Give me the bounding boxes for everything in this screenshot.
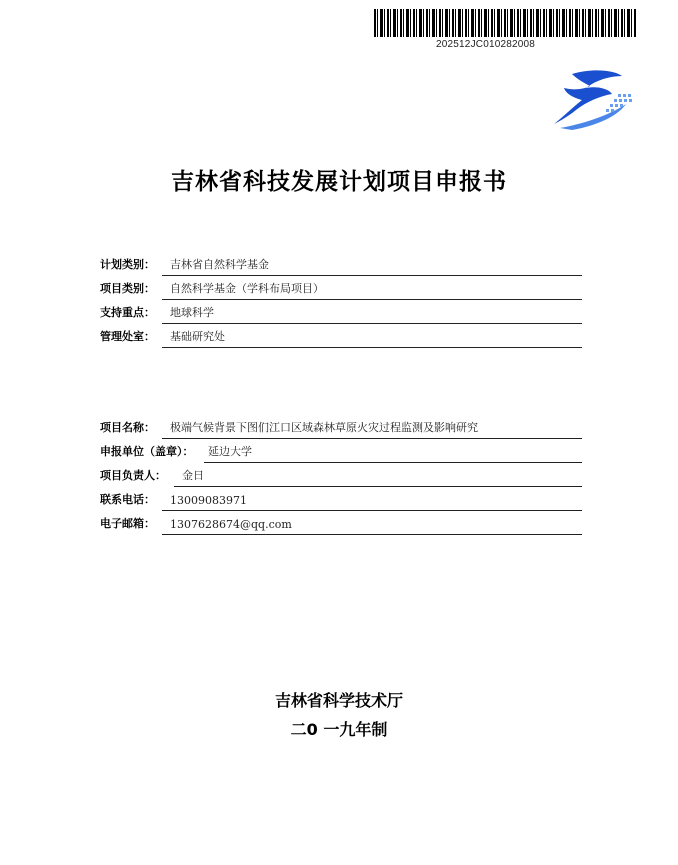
barcode-icon xyxy=(374,9,636,37)
document-title: 吉林省科技发展计划项目申报书 xyxy=(171,169,507,195)
underline xyxy=(162,299,582,300)
issuing-authority: 吉林省科学技术厅 xyxy=(274,691,403,710)
issue-date: 二0 一九年制 xyxy=(290,720,388,739)
field-label: 计划类别： xyxy=(100,258,155,271)
underline xyxy=(204,462,582,463)
underline xyxy=(162,323,582,324)
field-label: 项目类别： xyxy=(100,282,155,295)
underline xyxy=(162,275,582,276)
underline xyxy=(174,486,582,487)
barcode-number: 202512JC010282008 xyxy=(436,39,536,50)
field-label: 管理处室： xyxy=(100,330,155,343)
field-label: 项目负责人： xyxy=(100,469,166,482)
field-value: 吉林省自然科学基金 xyxy=(170,258,269,271)
field-value: 地球科学 xyxy=(170,306,214,319)
field-value: 金日 xyxy=(182,469,204,482)
underline xyxy=(162,510,582,511)
field-value: 13009083971 xyxy=(170,494,247,507)
field-label: 申报单位（盖章）： xyxy=(100,445,194,458)
field-label: 电子邮箱： xyxy=(100,517,155,530)
field-value: 自然科学基金（学科布局项目） xyxy=(170,282,324,295)
field-value: 延边大学 xyxy=(208,445,252,458)
field-value: 极端气候背景下图们江口区域森林草原火灾过程监测及影响研究 xyxy=(170,421,478,434)
field-label: 支持重点： xyxy=(100,306,155,319)
provincial-science-logo-icon xyxy=(552,66,642,132)
field-value: 基础研究处 xyxy=(170,330,225,343)
underline xyxy=(162,438,582,439)
field-value: 1307628674@qq.com xyxy=(170,518,292,531)
underline xyxy=(162,534,582,535)
field-label: 联系电话： xyxy=(100,493,155,506)
underline xyxy=(162,347,582,348)
field-label: 项目名称： xyxy=(100,421,155,434)
